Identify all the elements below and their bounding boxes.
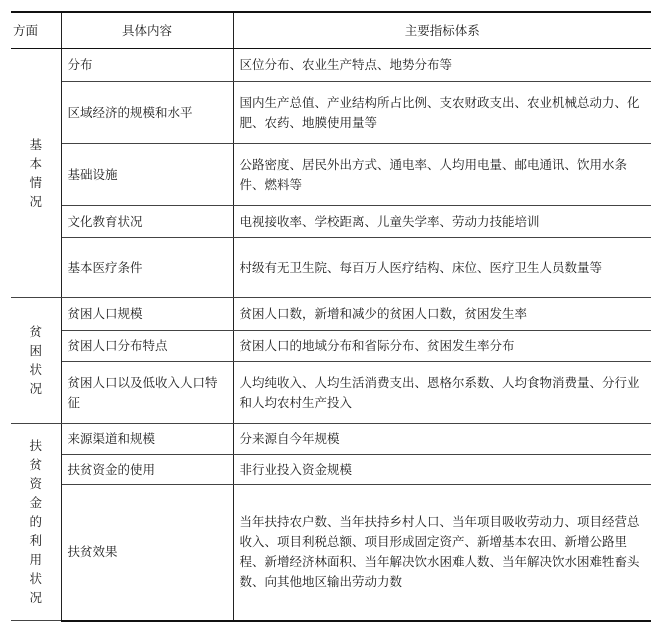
indicator-cell: 公路密度、居民外出方式、通电率、人均用电量、邮电通讯、饮用水条件、燃料等 — [233, 144, 651, 206]
aspect-cell-funds — [11, 424, 61, 621]
header-row — [11, 12, 651, 49]
content-cell: 来源渠道和规模 — [61, 424, 233, 455]
indicator-cell: 国内生产总值、产业结构所占比例、支农财政支出、农业机械总动力、化肥、农药、地膜使用量等 — [233, 82, 651, 144]
content-cell: 扶贫效果 — [61, 485, 233, 621]
table-row — [11, 485, 651, 621]
header-content: 具体内容 — [61, 12, 233, 49]
indicator-cell: 贫困人口数，新增和减少的贫困人口数，贫困发生率 — [233, 298, 651, 331]
indicator-cell: 当年扶持农户数、当年扶持乡村人口、当年项目吸收劳动力、项目经营总收入、项目利税总额、项目形成固定资产、新增基本农田、新增公路里程、新增经济林面积、当年解决饮水困难人数、当年解决饮水困难牲畜头数、向其他地区输出劳动力数 — [233, 485, 651, 621]
indicator-cell: 非行业投入资金规模 — [233, 455, 651, 485]
table-row — [11, 82, 651, 144]
table-row — [11, 331, 651, 362]
content-cell: 贫困人口规模 — [61, 298, 233, 331]
table-row — [11, 144, 651, 206]
table-row — [11, 298, 651, 331]
content-cell: 贫困人口分布特点 — [61, 331, 233, 362]
content-cell: 基本医疗条件 — [61, 238, 233, 298]
aspect-cell-basic — [11, 49, 61, 298]
indicator-cell: 人均纯收入、人均生活消费支出、恩格尔系数、人均食物消费量、分行业和人均农村生产投入 — [233, 362, 651, 424]
table-row — [11, 49, 651, 82]
table-row — [11, 455, 651, 485]
content-cell: 区域经济的规模和水平 — [61, 82, 233, 144]
aspect-cell-poverty — [11, 298, 61, 424]
header-indicators: 主要指标体系 — [233, 12, 651, 49]
indicator-table — [11, 11, 651, 622]
content-cell: 文化教育状况 — [61, 206, 233, 238]
indicator-cell: 电视接收率、学校距离、儿童失学率、劳动力技能培训 — [233, 206, 651, 238]
table-row — [11, 238, 651, 298]
table-row — [11, 424, 651, 455]
content-cell: 扶贫资金的使用 — [61, 455, 233, 485]
content-cell: 分布 — [61, 49, 233, 82]
content-cell: 贫困人口以及低收入人口特征 — [61, 362, 233, 424]
indicator-cell: 分来源自今年规模 — [233, 424, 651, 455]
indicator-cell: 区位分布、农业生产特点、地势分布等 — [233, 49, 651, 82]
table-row — [11, 206, 651, 238]
indicator-cell: 贫困人口的地域分布和省际分布、贫困发生率分布 — [233, 331, 651, 362]
aspect-label-poverty: 贫困状况 — [29, 324, 42, 396]
content-cell: 基础设施 — [61, 144, 233, 206]
table-row — [11, 362, 651, 424]
aspect-label-funds: 扶贫资金的利用状况 — [29, 438, 42, 605]
aspect-label-basic: 基本情况 — [29, 136, 42, 209]
indicator-cell: 村级有无卫生院、每百万人医疗结构、床位、医疗卫生人员数量等 — [233, 238, 651, 298]
header-aspect: 方面 — [11, 12, 61, 49]
